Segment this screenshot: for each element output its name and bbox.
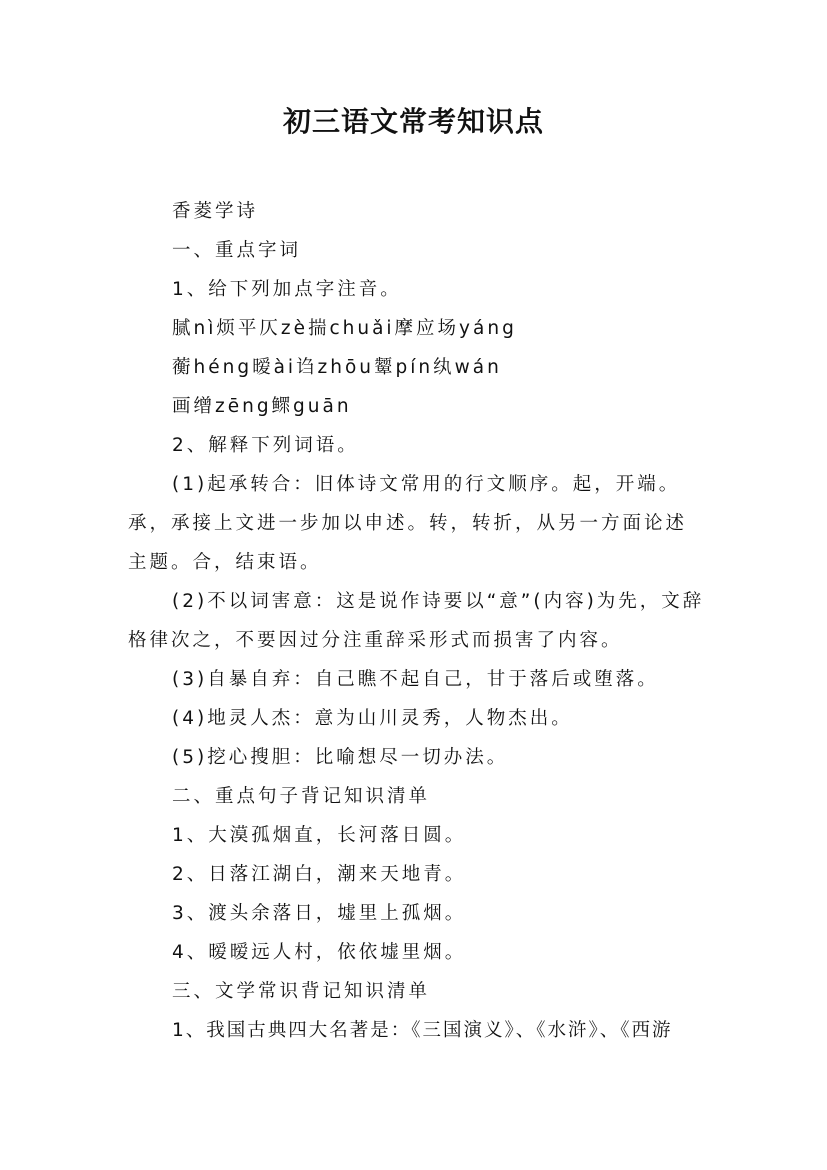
pinyin-line: 腻nì烦平仄zè揣chuǎi摩应场yáng <box>172 318 517 339</box>
pinyin-line: 蘅héng暧ài诌zhōu颦pín纨wán <box>172 357 502 378</box>
pinyin-line: 画缯zēng鳏guān <box>172 396 352 417</box>
verse-line: 4、暧暧远人村，依依墟里烟。 <box>172 942 467 963</box>
section-heading: 三、文学常识背记知识清单 <box>172 981 431 1002</box>
paragraph: 1、我国古典四大名著是：《三国演义》、《水浒》、《西游 <box>172 1020 673 1041</box>
definition-item: (2)不以词害意：这是说作诗要以“意”(内容)为先，文辞格律次之，不要因过分注重辞采形式而损害了内容。 <box>128 591 705 651</box>
definition-item: (4)地灵人杰：意为山川灵秀，人物杰出。 <box>172 708 573 729</box>
definition-item: (3)自暴自弃：自己瞧不起自己，甘于落后或堕落。 <box>172 669 659 690</box>
definition-item: (5)挖心搜胆：比喻想尽一切办法。 <box>172 747 509 768</box>
definition-item: (1)起承转合：旧体诗文常用的行文顺序。起，开端。承，承接上文进一步加以申述。转，转折，从另一方面论述主题。合，结束语。 <box>128 474 688 573</box>
paragraph: 2、解释下列词语。 <box>172 435 359 456</box>
verse-line: 1、大漠孤烟直，长河落日圆。 <box>172 825 467 846</box>
section-heading: 一、重点字词 <box>172 240 302 261</box>
section-heading: 二、重点句子背记知识清单 <box>172 786 431 807</box>
page-title: 初三语文常考知识点 <box>282 105 544 138</box>
paragraph: 香菱学诗 <box>172 201 259 222</box>
paragraph: 1、给下列加点字注音。 <box>172 279 402 300</box>
document-body <box>128 192 708 1050</box>
verse-line: 3、渡头余落日，墟里上孤烟。 <box>172 903 467 924</box>
verse-line: 2、日落江湖白，潮来天地青。 <box>172 864 467 885</box>
